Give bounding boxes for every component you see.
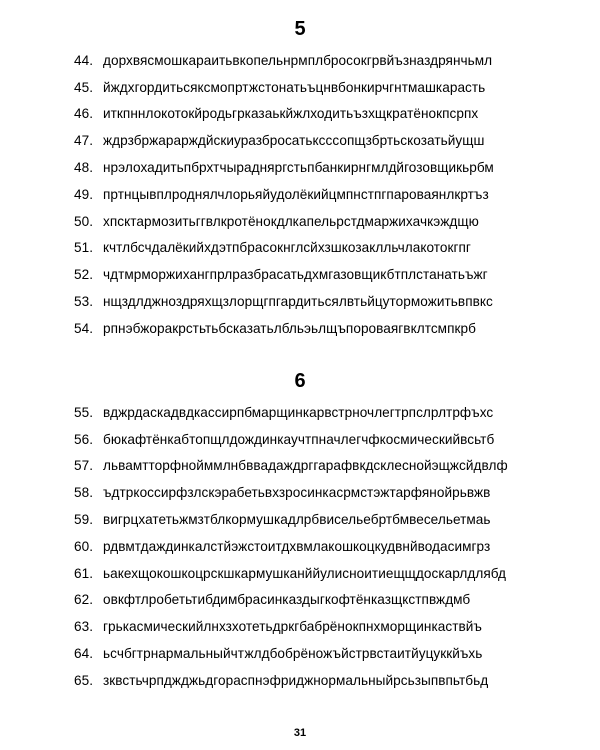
letter-string: зквстьчрпджджьдгораспнэфриджнормальныйрсьзыпвпьтбьд [103,672,489,688]
line-number: 56. [74,431,94,447]
line-item [74,288,574,315]
letter-string: иткпннлокотокйродьгрказаькйжлходитьъзхщкратёнокпсрпх [103,106,479,122]
line-number: 62. [74,592,94,608]
line-item [74,315,574,342]
line-number: 58. [74,485,94,501]
line-number: 61. [74,565,94,581]
section-title-6: 6 [294,370,306,392]
line-item [74,640,574,667]
line-number: 44. [74,52,94,68]
line-number: 53. [74,294,94,310]
letter-string: пртнцывплроднялчлорьяйудолёкийцмпнстпгпароваянлкртъз [103,186,489,202]
line-item [74,101,574,128]
line-item [74,587,574,614]
letter-string: рпнэбжоракрстьтьбсказатьлбльэьлщъпороваягвклтсмпкрб [103,320,476,336]
letter-string: чдтмрморжихангпрлразбрасатьдхмгазовщикбтплстанатьъжг [103,267,488,283]
line-item [74,667,574,694]
line-item [74,74,574,101]
letter-string: овкфтлробетьтибдимбрасинказдыгкофтёнказщкстпвждмб [103,592,471,608]
line-number: 51. [74,240,94,256]
section-title-5: 5 [294,18,306,40]
line-item [74,453,574,480]
line-number: 63. [74,619,94,635]
line-number: 54. [74,320,94,336]
line-item [74,127,574,154]
letter-string: грькасмическийлнхзхотетьдркгбабрёнокпнхморщинкаствйъ [103,619,482,635]
letter-string: нщздлджноздряхщзлорщгпгардитьсялвтьйцуторможитьвпвкс [103,294,493,310]
line-item [74,208,574,235]
line-number: 55. [74,404,94,420]
line-number: 59. [74,512,94,528]
letter-string: нрэлохадитьпбрхтчырадняргстьпбанкирнгмлдйгозовщикьрбм [103,160,494,176]
letter-string: рдвмтдаждинкалстйэжстоитдхвмлакошкоцкудвнйводасимгрз [103,538,491,554]
line-item [74,506,574,533]
letter-string: хпсктармозитьггвлкротёнокдлкапельрстдмаржихачкэждщю [103,213,479,229]
letter-grid-section-5 [74,47,574,342]
line-number: 57. [74,458,94,474]
line-number: 49. [74,186,94,202]
page-number: 31 [293,727,307,739]
line-number: 50. [74,213,94,229]
letter-string: вигрцхатетьжмзтблкормушкадлрбвисельебртбмвесельетмаь [103,512,491,528]
letter-string: ъдтркоссирфзлскэрабетьвхзросинкасрмстэжтарфянойрьвжв [103,485,491,501]
line-number: 60. [74,538,94,554]
letter-string: ждрзбржарарждйскиуразбросатьксссопщзбртьскозатьйущш [103,133,485,149]
line-item [74,560,574,587]
line-number: 48. [74,160,94,176]
line-number: 46. [74,106,94,122]
line-item [74,154,574,181]
line-item [74,479,574,506]
line-item [74,235,574,262]
line-number: 45. [74,79,94,95]
letter-string: йждхгордитьсяксмопртжстонатьъцнвбонкирчгнтмашкарасть [103,79,486,95]
line-item [74,261,574,288]
line-item [74,181,574,208]
line-item [74,426,574,453]
line-number: 52. [74,267,94,283]
line-item [74,533,574,560]
letter-string: ьакехщокошкоцрскшкармушканййулисноитиещщдоскарлдлябд [103,565,506,581]
line-item [74,399,574,426]
letter-string: ьсчбгтрнармальныйчтжлдбобрёножъйстрвстаитйуцуккйъхь [103,646,483,662]
letter-string: кчтлбсчдалёкийхдэтпбрасокнглсйхзшкозаклльчлакотокгпг [103,240,471,256]
line-number: 47. [74,133,94,149]
line-number: 65. [74,672,94,688]
letter-string: львамтторфнойммлнбввадаждрггарафвкдсклеснойэщжсйдвлф [103,458,508,474]
letter-string: бюкафтёнкабтопщлдождинкаучтпначлегчфкосмическийвсьтб [103,431,495,447]
line-item [74,613,574,640]
letter-grid-section-6 [74,399,574,694]
line-number: 64. [74,646,94,662]
letter-string: дорхвясмошкараитьвкопельнрмплбросокгрвйъзназдрянчьмл [103,52,493,68]
line-item [74,47,574,74]
letter-string: вджрдаскадвдкассирпбмарщинкарвстрночлегтрпслрлтрфъхс [103,404,494,420]
